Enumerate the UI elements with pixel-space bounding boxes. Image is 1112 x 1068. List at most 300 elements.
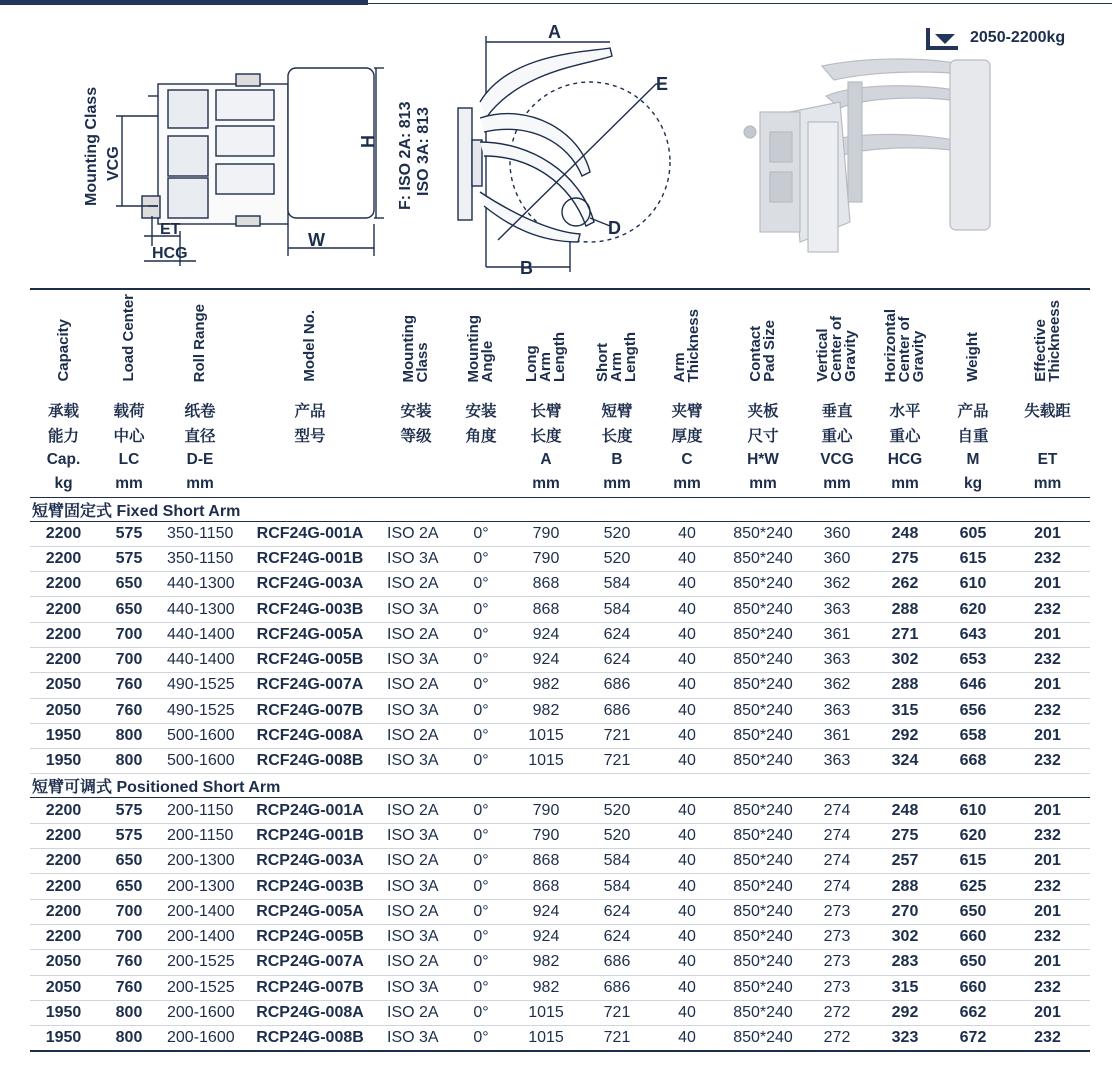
table-cell: 982	[511, 975, 581, 1000]
table-cell: 0°	[451, 521, 511, 546]
table-cell: 868	[511, 874, 581, 899]
table-cell: 200-1525	[161, 950, 239, 975]
header-zh1-cell: 载荷	[113, 402, 145, 420]
hcg-label: HCG	[152, 245, 188, 262]
table-cell: 790	[511, 546, 581, 571]
table-cell: ISO 3A	[381, 924, 451, 949]
table-row	[30, 849, 1090, 874]
table-cell: 248	[869, 521, 941, 546]
header-label: Vertical Center of Gravity	[814, 316, 859, 382]
header-code-cell: B	[611, 450, 623, 468]
table-cell: 760	[97, 698, 161, 723]
table-cell: 0°	[451, 673, 511, 698]
table-cell: 700	[97, 924, 161, 949]
header-cell	[941, 289, 1005, 397]
table-cell: 850*240	[721, 899, 805, 924]
table-cell: 2050	[30, 975, 97, 1000]
table-cell: 40	[653, 798, 721, 823]
table-cell: 620	[941, 597, 1005, 622]
table-cell: 500-1600	[161, 749, 239, 774]
table-cell: 924	[511, 899, 581, 924]
table-cell: 520	[581, 823, 653, 848]
table-cell: 40	[653, 597, 721, 622]
header-unit-cell: mm	[97, 472, 161, 497]
mounting-class-label: Mounting Class	[83, 86, 100, 206]
table-cell: 0°	[451, 723, 511, 748]
table-cell: ISO 2A	[381, 572, 451, 597]
table-cell: 2200	[30, 849, 97, 874]
d-label: D	[608, 218, 621, 238]
table-cell: 982	[511, 673, 581, 698]
iso-2a-label: F: ISO 2A: 813	[397, 101, 414, 210]
table-cell: 624	[581, 647, 653, 672]
header-label: Mounting Class	[400, 314, 431, 382]
section-title: 短臂固定式 Fixed Short Arm	[30, 497, 1090, 521]
table-cell: 605	[941, 521, 1005, 546]
section-header	[30, 497, 1090, 521]
table-cell: 0°	[451, 546, 511, 571]
table-cell: 700	[97, 647, 161, 672]
header-zh2-cell: 等级	[400, 427, 432, 445]
table-cell: 0°	[451, 899, 511, 924]
table-cell: 850*240	[721, 975, 805, 1000]
table-cell: 660	[941, 924, 1005, 949]
table-cell: 200-1150	[161, 798, 239, 823]
capacity-range-text: 2050-2200kg	[970, 29, 1066, 46]
table-cell: 2200	[30, 546, 97, 571]
header-zh2-cell: 直径	[184, 427, 216, 445]
table-cell: 40	[653, 723, 721, 748]
w-label: W	[308, 230, 325, 250]
header-code-cell: D-E	[186, 450, 214, 468]
table-cell: 575	[97, 798, 161, 823]
table-cell: 2200	[30, 521, 97, 546]
table-cell: 2200	[30, 647, 97, 672]
header-unit-cell: mm	[869, 472, 941, 497]
table-cell: 315	[869, 975, 941, 1000]
table-cell: 615	[941, 546, 1005, 571]
header-code-cell: VCG	[820, 450, 854, 468]
table-cell: 302	[869, 924, 941, 949]
table-cell: 1950	[30, 1026, 97, 1051]
header-zh2-cell	[1005, 422, 1090, 447]
vcg-label: VCG	[105, 146, 122, 181]
table-cell: 440-1400	[161, 647, 239, 672]
header-cell	[239, 289, 381, 397]
table-cell: 1015	[511, 749, 581, 774]
table-cell: 288	[869, 874, 941, 899]
table-cell: 625	[941, 874, 1005, 899]
table-cell: 200-1600	[161, 1000, 239, 1025]
table-cell: 656	[941, 698, 1005, 723]
table-cell: 363	[805, 647, 869, 672]
header-code-cell	[239, 447, 381, 472]
header-row-unit	[30, 472, 1090, 497]
iso-3a-label: ISO 3A: 813	[415, 107, 432, 196]
table-cell: 800	[97, 723, 161, 748]
table-cell: 363	[805, 698, 869, 723]
table-cell: 274	[805, 849, 869, 874]
table-cell: 868	[511, 849, 581, 874]
table-cell: ISO 3A	[381, 597, 451, 622]
table-cell: 2200	[30, 572, 97, 597]
table-cell: 0°	[451, 597, 511, 622]
header-zh2-cell: 自重	[957, 427, 989, 445]
table-row	[30, 975, 1090, 1000]
header-unit-cell: mm	[1005, 472, 1090, 497]
header-zh1-cell: 失载距	[1024, 402, 1071, 420]
table-row	[30, 647, 1090, 672]
table-cell: 650	[97, 874, 161, 899]
table-cell: 850*240	[721, 1026, 805, 1051]
spec-table	[30, 288, 1090, 1052]
table-cell: 760	[97, 950, 161, 975]
table-cell: 201	[1005, 1000, 1090, 1025]
table-cell: 850*240	[721, 673, 805, 698]
b-label: B	[520, 258, 533, 278]
table-cell: 575	[97, 521, 161, 546]
table-cell: ISO 2A	[381, 723, 451, 748]
table-cell: RCF24G-001B	[239, 546, 381, 571]
header-cell	[451, 289, 511, 397]
table-cell: 721	[581, 1000, 653, 1025]
table-cell: RCF24G-003A	[239, 572, 381, 597]
table-cell: RCF24G-007A	[239, 673, 381, 698]
table-cell: 721	[581, 1026, 653, 1051]
table-cell: 584	[581, 849, 653, 874]
table-cell: 760	[97, 975, 161, 1000]
table-cell: 201	[1005, 798, 1090, 823]
header-row-code	[30, 447, 1090, 472]
header-cell	[721, 289, 805, 397]
table-cell: 0°	[451, 874, 511, 899]
header-label: Weight	[964, 332, 981, 382]
header-label: Roll Range	[191, 303, 208, 382]
table-cell: 800	[97, 1026, 161, 1051]
header-cell	[97, 289, 161, 397]
table-cell: 850*240	[721, 597, 805, 622]
header-cell	[581, 289, 653, 397]
table-cell: 2050	[30, 950, 97, 975]
table-cell: 200-1400	[161, 924, 239, 949]
table-cell: 0°	[451, 924, 511, 949]
table-cell: ISO 3A	[381, 1026, 451, 1051]
table-cell: 315	[869, 698, 941, 723]
header-code-cell: H*W	[747, 450, 779, 468]
header-label: Contact Pad Size	[747, 320, 778, 382]
table-cell: 850*240	[721, 749, 805, 774]
header-cell	[161, 289, 239, 397]
table-row	[30, 622, 1090, 647]
header-row-english	[30, 289, 1090, 397]
side-view-drawing	[76, 56, 396, 278]
header-zh2-cell: 重心	[821, 427, 853, 445]
header-unit-cell: kg	[941, 472, 1005, 497]
header-unit-cell: mm	[161, 472, 239, 497]
header-cell	[653, 289, 721, 397]
table-cell: 275	[869, 823, 941, 848]
header-zh1-cell: 长臂	[530, 402, 562, 420]
header-unit-cell	[239, 472, 381, 497]
table-cell: 868	[511, 597, 581, 622]
table-cell: 201	[1005, 622, 1090, 647]
table-cell: 2050	[30, 673, 97, 698]
table-cell: 201	[1005, 521, 1090, 546]
table-cell: 520	[581, 521, 653, 546]
table-cell: 0°	[451, 798, 511, 823]
header-zh1-cell: 产品	[957, 402, 989, 420]
table-cell: 643	[941, 622, 1005, 647]
table-cell: 40	[653, 849, 721, 874]
table-row	[30, 823, 1090, 848]
table-cell: 2200	[30, 823, 97, 848]
header-zh1-cell: 水平	[889, 402, 921, 420]
table-cell: 302	[869, 647, 941, 672]
table-cell: RCP24G-001A	[239, 798, 381, 823]
table-cell: 660	[941, 975, 1005, 1000]
table-cell: 273	[805, 950, 869, 975]
table-cell: 650	[941, 950, 1005, 975]
table-cell: 232	[1005, 597, 1090, 622]
table-cell: 2200	[30, 798, 97, 823]
table-cell: RCF24G-001A	[239, 521, 381, 546]
table-cell: ISO 2A	[381, 849, 451, 874]
table-cell: 584	[581, 597, 653, 622]
table-cell: 850*240	[721, 521, 805, 546]
table-cell: 283	[869, 950, 941, 975]
header-zh2-cell: 长度	[601, 427, 633, 445]
header-code-cell: ET	[1037, 450, 1058, 468]
table-cell: 700	[97, 622, 161, 647]
table-cell: 0°	[451, 950, 511, 975]
table-cell: 610	[941, 798, 1005, 823]
table-cell: 248	[869, 798, 941, 823]
table-cell: 201	[1005, 572, 1090, 597]
table-cell: 1015	[511, 1026, 581, 1051]
table-row	[30, 924, 1090, 949]
table-cell: 686	[581, 950, 653, 975]
table-cell: 650	[97, 597, 161, 622]
table-cell: 1950	[30, 723, 97, 748]
e-label: E	[656, 74, 669, 94]
table-row	[30, 1000, 1090, 1025]
header-row-zh2	[30, 422, 1090, 447]
table-cell: ISO 2A	[381, 950, 451, 975]
table-cell: ISO 2A	[381, 899, 451, 924]
table-cell: 201	[1005, 849, 1090, 874]
table-cell: 658	[941, 723, 1005, 748]
table-cell: 1015	[511, 723, 581, 748]
table-cell: 440-1400	[161, 622, 239, 647]
table-cell: 662	[941, 1000, 1005, 1025]
table-cell: ISO 2A	[381, 798, 451, 823]
table-cell: 2200	[30, 899, 97, 924]
table-cell: ISO 3A	[381, 975, 451, 1000]
table-cell: 273	[805, 899, 869, 924]
table-cell: RCP24G-005A	[239, 899, 381, 924]
header-unit-cell	[381, 472, 451, 497]
table-cell: 272	[805, 1026, 869, 1051]
header-zh2-cell: 角度	[465, 427, 497, 445]
header-cell	[381, 289, 451, 397]
table-cell: RCP24G-003A	[239, 849, 381, 874]
table-cell: 0°	[451, 1026, 511, 1051]
table-cell: 2200	[30, 924, 97, 949]
table-cell: ISO 2A	[381, 1000, 451, 1025]
table-cell: RCP24G-008B	[239, 1026, 381, 1051]
header-zh2-cell: 型号	[294, 427, 326, 445]
table-cell: 686	[581, 975, 653, 1000]
table-cell: 40	[653, 647, 721, 672]
table-cell: 850*240	[721, 622, 805, 647]
table-cell: 232	[1005, 874, 1090, 899]
capacity-badge	[926, 26, 1065, 50]
section-title: 短臂可调式 Positioned Short Arm	[30, 774, 1090, 798]
table-cell: 520	[581, 546, 653, 571]
table-row	[30, 749, 1090, 774]
header-cell	[511, 289, 581, 397]
table-body	[30, 497, 1090, 1051]
header-zh2-cell: 重心	[889, 427, 921, 445]
header-cell	[869, 289, 941, 397]
table-cell: 650	[97, 572, 161, 597]
table-cell: 440-1300	[161, 597, 239, 622]
table-cell: 490-1525	[161, 698, 239, 723]
table-cell: 232	[1005, 1026, 1090, 1051]
table-cell: 520	[581, 798, 653, 823]
table-cell: 361	[805, 622, 869, 647]
table-cell: 850*240	[721, 823, 805, 848]
table-cell: ISO 2A	[381, 622, 451, 647]
table-cell: 201	[1005, 899, 1090, 924]
top-accent-bar	[0, 0, 368, 5]
header-zh1-cell: 安装	[400, 402, 432, 420]
table-cell: ISO 2A	[381, 673, 451, 698]
table-cell: 850*240	[721, 723, 805, 748]
table-cell: 40	[653, 874, 721, 899]
table-cell: 350-1150	[161, 546, 239, 571]
table-cell: 721	[581, 749, 653, 774]
table-cell: ISO 3A	[381, 823, 451, 848]
table-cell: 650	[941, 899, 1005, 924]
table-cell: 800	[97, 1000, 161, 1025]
table-cell: 0°	[451, 698, 511, 723]
table-cell: 686	[581, 673, 653, 698]
table-cell: 850*240	[721, 798, 805, 823]
table-row	[30, 723, 1090, 748]
table-row	[30, 798, 1090, 823]
iso-label-block	[392, 92, 436, 212]
table-cell: 850*240	[721, 647, 805, 672]
table-cell: 362	[805, 572, 869, 597]
table-cell: 850*240	[721, 1000, 805, 1025]
table-cell: 40	[653, 924, 721, 949]
table-cell: 274	[805, 798, 869, 823]
header-code-cell: A	[540, 450, 552, 468]
header-zh1-cell: 夹板	[747, 402, 779, 420]
table-cell: 273	[805, 924, 869, 949]
table-cell: 2200	[30, 597, 97, 622]
table-cell: 0°	[451, 823, 511, 848]
table-cell: 324	[869, 749, 941, 774]
table-cell: 721	[581, 723, 653, 748]
table-cell: 850*240	[721, 874, 805, 899]
header-zh1-cell: 产品	[294, 402, 326, 420]
table-cell: 850*240	[721, 849, 805, 874]
header-code-cell	[451, 447, 511, 472]
table-cell: 584	[581, 874, 653, 899]
header-zh2-cell: 厚度	[671, 427, 703, 445]
header-zh1-cell: 短臂	[601, 402, 633, 420]
header-label: Effective Thickneess	[1031, 300, 1063, 382]
table-cell: 646	[941, 673, 1005, 698]
table-cell: 575	[97, 546, 161, 571]
table-cell: 292	[869, 723, 941, 748]
et-label: ET	[160, 221, 181, 238]
table-cell: RCF24G-005B	[239, 647, 381, 672]
table-cell: 201	[1005, 673, 1090, 698]
table-row	[30, 698, 1090, 723]
table-cell: RCF24G-008A	[239, 723, 381, 748]
table-cell: 323	[869, 1026, 941, 1051]
a-label: A	[548, 22, 561, 42]
header-code-cell	[381, 447, 451, 472]
header-code-cell: M	[966, 450, 980, 468]
table-cell: 40	[653, 823, 721, 848]
table-cell: 1950	[30, 1000, 97, 1025]
table-cell: 624	[581, 622, 653, 647]
table-cell: ISO 3A	[381, 749, 451, 774]
table-cell: 575	[97, 823, 161, 848]
table-cell: 273	[805, 975, 869, 1000]
table-row	[30, 1026, 1090, 1051]
table-cell: 360	[805, 546, 869, 571]
table-cell: 200-1600	[161, 1026, 239, 1051]
table-cell: ISO 2A	[381, 521, 451, 546]
header-unit-cell: mm	[721, 472, 805, 497]
section-header	[30, 774, 1090, 798]
table-cell: 650	[97, 849, 161, 874]
header-unit-cell	[451, 472, 511, 497]
table-cell: 500-1600	[161, 723, 239, 748]
table-cell: 615	[941, 849, 1005, 874]
table-cell: 584	[581, 572, 653, 597]
table-cell: 440-1300	[161, 572, 239, 597]
table-cell: 1015	[511, 1000, 581, 1025]
table-cell: 232	[1005, 823, 1090, 848]
table-cell: 275	[869, 546, 941, 571]
table-cell: ISO 3A	[381, 874, 451, 899]
table-cell: 850*240	[721, 546, 805, 571]
table-cell: 272	[805, 1000, 869, 1025]
header-row-zh1	[30, 397, 1090, 422]
table-cell: 672	[941, 1026, 1005, 1051]
header-zh1-cell: 垂直	[821, 402, 853, 420]
table-cell: RCP24G-007A	[239, 950, 381, 975]
table-cell: 363	[805, 597, 869, 622]
table-cell: 2200	[30, 622, 97, 647]
table-cell: 232	[1005, 749, 1090, 774]
header-label: Capacity	[54, 319, 72, 382]
table-cell: 40	[653, 950, 721, 975]
table-cell: 982	[511, 698, 581, 723]
table-cell: 40	[653, 572, 721, 597]
table-cell: RCF24G-007B	[239, 698, 381, 723]
header-zh1-cell: 承载	[47, 402, 79, 420]
header-zh1-cell: 安装	[465, 402, 497, 420]
table-cell: RCP24G-001B	[239, 823, 381, 848]
table-cell: 40	[653, 1026, 721, 1051]
